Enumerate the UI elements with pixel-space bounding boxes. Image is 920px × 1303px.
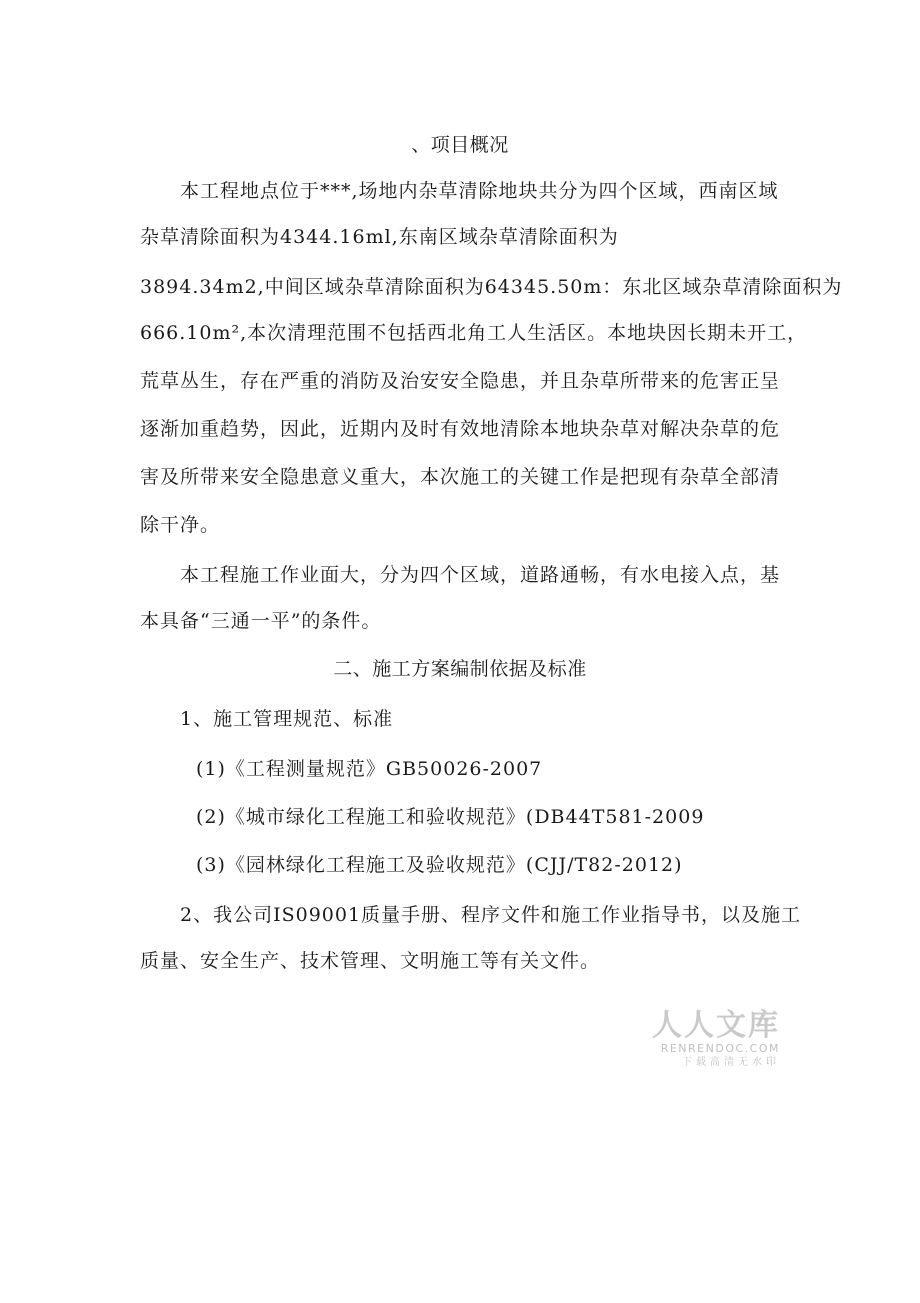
paragraph-line: 666.10m²,本次清理范围不包括西北角工人生活区。本地块因长期未开工， (140, 322, 808, 344)
standards-heading: 1、施工管理规范、标准 (180, 708, 394, 730)
watermark-slogan: 下载高清无水印 (682, 1057, 780, 1068)
watermark-logo (640, 1010, 780, 1070)
paragraph-line: 除干净。 (140, 514, 221, 536)
list-item: (3)《园林绿化工程施工及验收规范》(CJJ/T82-2012) (196, 854, 683, 876)
paragraph-line: 本工程地点位于***,场地内杂草清除地块共分为四个区域，西南区域 (180, 180, 779, 202)
list-item: (1)《工程测量规范》GB50026-2007 (196, 758, 543, 780)
paragraph-line: 3894.34m2,中间区域杂草清除面积为64345.50m：东北区域杂草清除面积为 (140, 276, 843, 298)
paragraph-line: 荒草丛生，存在严重的消防及治安安全隐患，并且杂草所带来的危害正呈 (140, 370, 781, 392)
paragraph-line: 2、我公司IS09001质量手册、程序文件和施工作业指导书，以及施工 (180, 904, 802, 926)
paragraph-line: 本具备“三通一平”的条件。 (140, 610, 382, 632)
paragraph-line: 逐渐加重趋势，因此，近期内及时有效地清除本地块杂草对解决杂草的危 (140, 418, 781, 440)
watermark-title: 人人文库 (652, 1008, 780, 1043)
paragraph-line: 害及所带来安全隐患意义重大，本次施工的关键工作是把现有杂草全部清 (140, 466, 781, 488)
section1-title: 、项目概况 (411, 134, 509, 156)
section2-title: 二、施工方案编制依据及标准 (333, 658, 587, 680)
paragraph-line: 本工程施工作业面大，分为四个区域，道路通畅，有水电接入点，基 (180, 564, 781, 586)
paragraph-line: 杂草清除面积为4344.16ml,东南区域杂草清除面积为 (140, 226, 619, 248)
watermark-domain: RENRENDOC.COM (660, 1042, 780, 1055)
paragraph-line: 质量、安全生产、技术管理、文明施工等有关文件。 (140, 950, 601, 972)
list-item: (2)《城市绿化工程施工和验收规范》(DB44T581-2009 (196, 806, 705, 828)
